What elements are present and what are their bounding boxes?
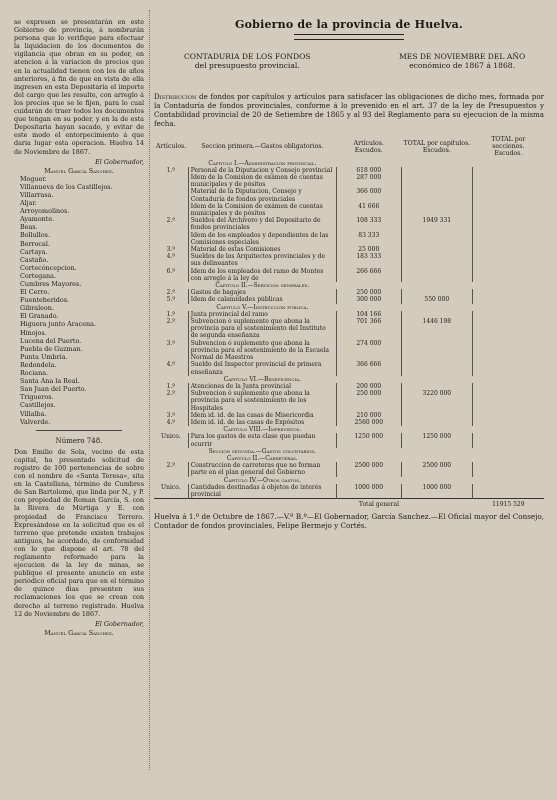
left-column bbox=[14, 18, 144, 637]
town-item: El Granado. bbox=[20, 312, 59, 321]
table-row bbox=[154, 462, 544, 476]
town-item: Villanueva de los Castillejos. bbox=[20, 182, 113, 191]
row-section-total bbox=[473, 462, 544, 476]
row-concept: Atenciones de la Junta provincial bbox=[188, 383, 336, 390]
table-body bbox=[154, 160, 544, 499]
table-row bbox=[154, 253, 544, 267]
col-section: Seccion primera.—Gastos obligatorios. bbox=[201, 143, 324, 151]
row-article: 3.º bbox=[166, 411, 176, 419]
row-section-total bbox=[473, 232, 544, 246]
table-row bbox=[154, 188, 544, 202]
row-article bbox=[154, 188, 188, 202]
town-item: Hinojos. bbox=[20, 328, 47, 337]
row-amount: 287 000 bbox=[336, 174, 401, 188]
row-article: 2.º bbox=[166, 390, 176, 398]
row-chapter-total: 550 000 bbox=[401, 296, 473, 303]
table-row bbox=[154, 232, 544, 246]
row-amount: 104 166 bbox=[336, 311, 401, 318]
row-chapter-total bbox=[401, 340, 473, 362]
row-section-total bbox=[473, 311, 544, 318]
footer-text: Huelva á 1.º de Octubre de 1867.—V.º B.º—El Gobernador, García Sanchez.—El Oficial mayor del Consejo, Contador de fondos provinciales, Felipe Bermejo y Cortés. bbox=[154, 512, 544, 531]
row-section-total bbox=[473, 268, 544, 282]
row-chapter-total bbox=[401, 253, 473, 267]
town-list bbox=[14, 175, 144, 426]
table-row bbox=[154, 282, 544, 289]
contaduria-line-2: del presupuesto provincial. bbox=[194, 61, 300, 70]
table-row bbox=[154, 311, 544, 318]
row-chapter-total bbox=[401, 174, 473, 188]
row-chapter-total bbox=[401, 419, 473, 426]
row-amount: 250 000 bbox=[336, 390, 401, 412]
intro-paragraph bbox=[154, 92, 544, 128]
row-concept: Subvencion ó suplemento que abona la provincia para el sostenimiento de los Hospitales bbox=[188, 390, 336, 412]
row-section-total bbox=[473, 318, 544, 340]
table-row bbox=[154, 268, 544, 282]
table-row bbox=[154, 455, 544, 462]
section-headings bbox=[154, 52, 544, 86]
column-divider bbox=[149, 10, 150, 770]
row-concept: Personal de la Diputacion y Consejo provincial bbox=[188, 167, 336, 174]
row-heading: Capitulo VIII.—Imprevistos. bbox=[223, 426, 302, 434]
row-amount: 41 666 bbox=[336, 203, 401, 217]
row-chapter-total bbox=[401, 203, 473, 217]
row-article: 4.º bbox=[166, 253, 176, 261]
row-article: 3.º bbox=[166, 246, 176, 254]
row-concept: Idem de la Comision de exámen de cuentas municipales y de pósitos bbox=[188, 203, 336, 217]
town-item: Moguer. bbox=[20, 174, 47, 183]
town-item: Castillejos. bbox=[20, 401, 56, 410]
town-item: Beas. bbox=[20, 223, 38, 232]
table-row bbox=[154, 383, 544, 390]
town-item: Fuenteheridos. bbox=[20, 296, 70, 305]
town-item: Valverde. bbox=[20, 417, 51, 426]
row-section-total bbox=[473, 174, 544, 188]
row-section-total bbox=[473, 188, 544, 202]
total-value: 11915 529 bbox=[473, 499, 544, 509]
row-section-total bbox=[473, 296, 544, 303]
row-concept: Gastos de bagajes bbox=[188, 289, 336, 296]
town-item: Punta Umbría. bbox=[20, 352, 68, 361]
town-item: Castaño. bbox=[20, 255, 49, 264]
row-amount: 366 000 bbox=[336, 188, 401, 202]
row-section-total bbox=[473, 361, 544, 375]
town-item: Cortecóncepcion. bbox=[20, 263, 77, 272]
row-chapter-total bbox=[401, 188, 473, 202]
row-amount: 25 000 bbox=[336, 246, 401, 253]
notice-paragraph-1: se expresen se presentarán en este Gobierno de provincia, á nombrarán persona que lo verifique para efectuar la liquidacion de los documentos de vigilancia que obran en su poder, en atencion á la variacion de precios que en la actualidad tienen con los de años anteriores, á fin de que en vista de ella ingresen en esta Depositaria el importe del cargo que les resulte, con arreglo á los precios que se le fijen, para lo cual cuidarán de traer todos los documentos que tengan en su poder, y en la de esta Depositaria hayan sacado, y evitar de este modo el entorpecimiento á que daria lugar esta operacion. Huelva 14 de Noviembre de 1867. bbox=[14, 18, 144, 156]
table-row bbox=[154, 174, 544, 188]
town-item: Villalba. bbox=[20, 409, 47, 418]
row-heading: Capitulo VI.—Beneficencia. bbox=[223, 375, 301, 383]
row-chapter-total: 2500 000 bbox=[401, 462, 473, 476]
row-amount: 83 333 bbox=[336, 232, 401, 246]
row-article: 4.º bbox=[166, 361, 176, 369]
divider bbox=[36, 430, 122, 431]
town-item: Higuera junto Aracena. bbox=[20, 320, 96, 329]
town-item: Rociana. bbox=[20, 369, 49, 378]
row-article: 1.º bbox=[166, 166, 176, 174]
town-item: Cortegana. bbox=[20, 271, 57, 280]
table-row bbox=[154, 484, 544, 499]
table-row bbox=[154, 340, 544, 362]
col-total-secciones: TOTAL por secciones. Escudos. bbox=[491, 136, 526, 158]
row-concept: Idem de la Comision de exámen de cuentas municipales y de pósitos bbox=[188, 174, 336, 188]
row-amount: 108 333 bbox=[336, 217, 401, 231]
town-item: Bollullos. bbox=[20, 231, 50, 240]
distribution-table bbox=[154, 134, 544, 508]
col-articulos: Artículos. bbox=[156, 143, 187, 151]
town-item: Cumbres Mayores. bbox=[20, 280, 82, 288]
town-item: Redondela. bbox=[20, 360, 57, 369]
town-item: Villarrasa. bbox=[20, 190, 54, 199]
table-row bbox=[154, 448, 544, 455]
table-row bbox=[154, 419, 544, 426]
row-section-total bbox=[473, 246, 544, 253]
row-concept: Material de la Diputacion, Consejo y Contaduría de fondos provinciales bbox=[188, 188, 336, 202]
row-amount: 366 666 bbox=[336, 361, 401, 375]
row-section-total bbox=[473, 390, 544, 412]
row-section-total bbox=[473, 419, 544, 426]
table-row bbox=[154, 217, 544, 231]
table-row bbox=[154, 361, 544, 375]
signature-title: El Gobernador, bbox=[95, 157, 144, 166]
town-item: Cartaya. bbox=[20, 247, 48, 256]
row-chapter-total bbox=[401, 167, 473, 174]
town-item: El Cerro. bbox=[20, 288, 50, 297]
row-concept: Junta provincial del ramo bbox=[188, 311, 336, 318]
masthead-ornament bbox=[294, 34, 404, 40]
table-row bbox=[154, 160, 544, 167]
table-row bbox=[154, 304, 544, 311]
row-amount: 266 666 bbox=[336, 268, 401, 282]
town-item: Ayamonte. bbox=[20, 215, 55, 224]
town-item: Puebla de Guzman. bbox=[20, 344, 83, 353]
town-item: Arroyomolinos. bbox=[20, 207, 70, 216]
row-amount: 200 000 bbox=[336, 383, 401, 390]
row-section-total bbox=[473, 217, 544, 231]
row-heading: Seccion segunda.—Gastos voluntarios. bbox=[208, 447, 317, 455]
row-section-total bbox=[473, 289, 544, 296]
month-line-1: MES DE NOVIEMBRE DEL AÑO bbox=[399, 52, 526, 61]
row-article: 1.º bbox=[166, 310, 176, 318]
table-row bbox=[154, 246, 544, 253]
row-chapter-total bbox=[401, 383, 473, 390]
contaduria-heading bbox=[184, 52, 311, 70]
right-column bbox=[154, 18, 544, 530]
row-concept: Idem de calamidades públicas bbox=[188, 296, 336, 303]
town-item: Gibraleon. bbox=[20, 304, 54, 313]
row-article: 2.º bbox=[166, 217, 176, 225]
contaduria-line-1: CONTADURIA DE LOS FONDOS bbox=[184, 52, 311, 61]
row-section-total bbox=[473, 484, 544, 499]
row-amount: 618 000 bbox=[336, 167, 401, 174]
month-heading bbox=[399, 52, 525, 70]
row-article: 4.º bbox=[166, 418, 176, 426]
row-chapter-total bbox=[401, 311, 473, 318]
masthead: Gobierno de la provincia de Huelva. bbox=[235, 18, 463, 31]
intro-lead: Distribucion bbox=[154, 92, 197, 101]
row-heading: Capitulo II.—Carreteras. bbox=[226, 454, 298, 462]
town-item: Berrocal. bbox=[20, 239, 50, 248]
row-chapter-total bbox=[401, 268, 473, 282]
table-row bbox=[154, 376, 544, 383]
row-section-total bbox=[473, 383, 544, 390]
row-concept: Subvencion ó suplemento que abona la provincia para el sostenimiento de la Escuela Normal de Maestros bbox=[188, 340, 336, 362]
notice-paragraph-2: Don Emilio de Sola, vecino de esta capital, ha presentado solicitud de registro de 100 pertenencias de sobre con el nombre de «Santa Teresa», sita en la Castellana, término de Cumbres de San Bartolomé, que linda por N., y P. con propiedad de Roman García, S. con la Rivera de Múrtiga y E. con propiedad de Francisco Terrero. Expresándose en la solicitud que es el terreno que pretende existen trabajos antiguos, he acordado, de conformidad con lo que dispone el art. 78 del reglamento reformado para la ejecucion de la ley de minas, se publique el presente anuncio en este periódico oficial para que en el término de quince dias presenten sus reclamaciones los que se crean con derecho al terreno registrado. Huelva 12 de Noviembre de 1867. bbox=[14, 447, 144, 618]
table-row bbox=[154, 412, 544, 419]
row-concept: Sueldo del Inspector provincial de primera enseñanza bbox=[188, 361, 336, 375]
col-total-capitulos: TOTAL por capítulos. Escudos. bbox=[403, 139, 471, 154]
row-amount: 183 333 bbox=[336, 253, 401, 267]
row-heading: Capitulo IV.—Otros gastos. bbox=[223, 476, 301, 484]
signature-title-2: El Gobernador, bbox=[95, 619, 144, 628]
row-article: 2.º bbox=[166, 318, 176, 326]
row-chapter-total: 3220 000 bbox=[401, 390, 473, 412]
town-item: Aljar. bbox=[20, 199, 37, 208]
row-amount: 2560 000 bbox=[336, 419, 401, 426]
row-section-total bbox=[473, 253, 544, 267]
col-escudos: Artículos. Escudos. bbox=[353, 139, 384, 154]
row-heading: Capitulo V.—Instruccion pública. bbox=[216, 303, 309, 311]
row-article: 5.º bbox=[166, 296, 176, 304]
row-chapter-total bbox=[401, 246, 473, 253]
table-row bbox=[154, 318, 544, 340]
row-article: 6.º bbox=[166, 267, 176, 275]
row-concept: Material de estas Comisiones bbox=[188, 246, 336, 253]
total-label: Total general bbox=[188, 499, 401, 509]
intro-text: de fondos por capítulos y artículos para satisfacer las obligaciones de dicho mes, formada por la Contaduría de fondos provinciales, conforme á lo prevenido en el art. 37 de la ley de Presupuestos y Contabilidad provincial de 20 de Setiembre de 1865 y al 93 del Reglamento para su ejecucion de la misma fecha. bbox=[154, 92, 544, 128]
row-article bbox=[154, 174, 188, 188]
row-amount: 274 000 bbox=[336, 340, 401, 362]
row-concept: Para los gastos de esta clase que puedan ocurrir bbox=[188, 433, 336, 447]
row-article: 2.º bbox=[166, 289, 176, 297]
row-article bbox=[154, 203, 188, 217]
row-concept: Idem de los empleados del ramo de Montes con arreglo á la ley de bbox=[188, 268, 336, 282]
row-chapter-total: 1949 331 bbox=[401, 217, 473, 231]
row-article: 2.º bbox=[166, 462, 176, 470]
row-chapter-total bbox=[401, 361, 473, 375]
table-row bbox=[154, 296, 544, 303]
table-row bbox=[154, 203, 544, 217]
row-concept: Subvencion ó suplemento que abona la provincia para el sostenimiento del Instituto de segunda enseñanza bbox=[188, 318, 336, 340]
notice-number: Número 748. bbox=[55, 436, 103, 445]
table-row bbox=[154, 433, 544, 447]
table-row bbox=[154, 477, 544, 484]
row-concept: Construccion de carreteras que no forman parte en el plan general del Gobierno bbox=[188, 462, 336, 476]
row-chapter-total: 1000 000 bbox=[401, 484, 473, 499]
row-amount: 701 366 bbox=[336, 318, 401, 340]
row-amount: 1000 000 bbox=[336, 484, 401, 499]
row-concept: Idem de los empleados y dependientes de las Comisiones especiales bbox=[188, 232, 336, 246]
town-item: San Juan del Puerto. bbox=[20, 385, 87, 394]
row-concept: Idem id. id. de las casas de Misericordia bbox=[188, 412, 336, 419]
row-concept: Sueldos del Archivero y del Depositario de fondos provinciales bbox=[188, 217, 336, 231]
town-item: Santa Ana la Real. bbox=[20, 377, 80, 386]
row-article: 1.º bbox=[166, 382, 176, 390]
month-line-2: económico de 1867 á 1868. bbox=[409, 61, 516, 70]
row-concept: Cantidades destinadas á objetos de interés provincial bbox=[188, 484, 336, 499]
row-article: 3.º bbox=[166, 339, 176, 347]
row-amount: 300 000 bbox=[336, 296, 401, 303]
row-chapter-total bbox=[401, 412, 473, 419]
signature-name-2: Manuel García Sanchez. bbox=[44, 628, 114, 637]
row-concept: Idem id. id. de las casas de Expósitos bbox=[188, 419, 336, 426]
row-chapter-total: 1250 000 bbox=[401, 433, 473, 447]
table-row bbox=[154, 426, 544, 433]
row-amount: 2500 000 bbox=[336, 462, 401, 476]
row-section-total bbox=[473, 412, 544, 419]
town-item: Lucena del Puerto. bbox=[20, 336, 82, 345]
row-concept: Sueldos de los Arquitectos provinciales y de sus delineantes bbox=[188, 253, 336, 267]
row-section-total bbox=[473, 340, 544, 362]
row-chapter-total bbox=[401, 232, 473, 246]
row-section-total bbox=[473, 433, 544, 447]
table-row bbox=[154, 289, 544, 296]
row-amount: 1250 000 bbox=[336, 433, 401, 447]
row-chapter-total: 1446 198 bbox=[401, 318, 473, 340]
row-amount: 210 000 bbox=[336, 412, 401, 419]
row-amount: 250 000 bbox=[336, 289, 401, 296]
town-item: Trigueros. bbox=[20, 393, 54, 402]
row-article: Unico. bbox=[161, 483, 181, 491]
table-row bbox=[154, 167, 544, 174]
row-heading: Capitulo I.—Administracion provincial. bbox=[208, 159, 317, 167]
table-row bbox=[154, 390, 544, 412]
row-chapter-total bbox=[401, 289, 473, 296]
row-article bbox=[154, 232, 188, 246]
row-section-total bbox=[473, 167, 544, 174]
row-section-total bbox=[473, 203, 544, 217]
signature-name: Manuel García Sanchez. bbox=[44, 166, 114, 175]
row-article: Unico. bbox=[161, 433, 181, 441]
row-heading: Capitulo II.—Servicios generales. bbox=[215, 282, 310, 290]
